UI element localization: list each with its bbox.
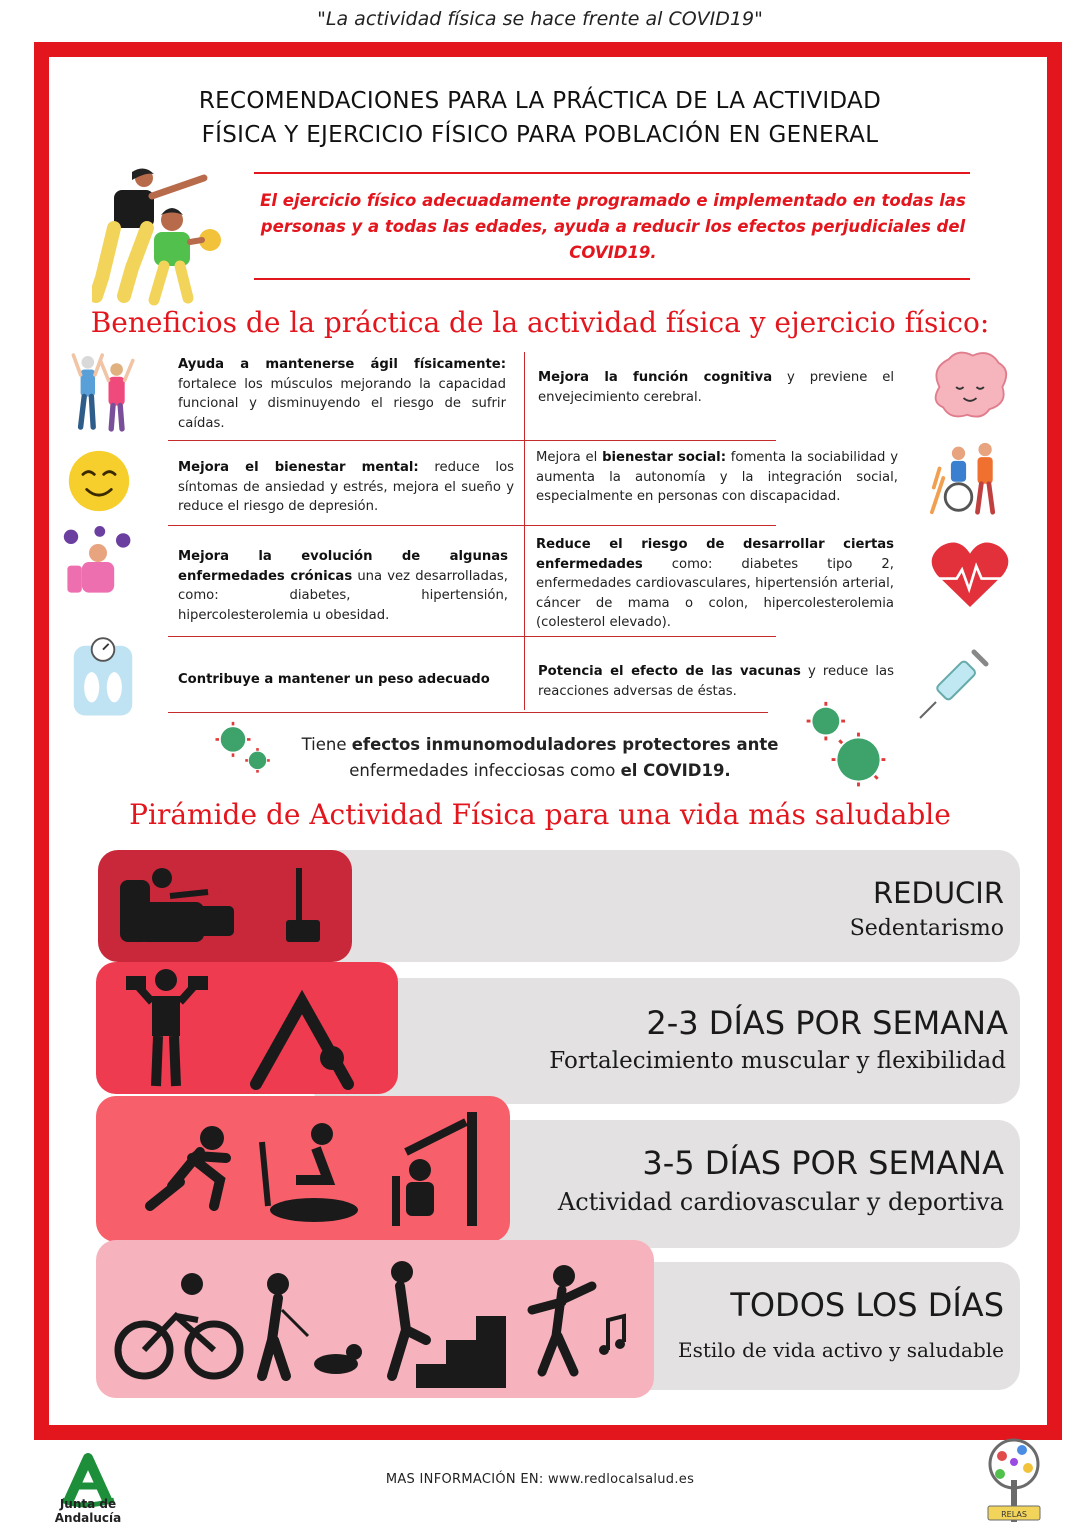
brain-icon xyxy=(928,350,1012,424)
benefit-left-3 xyxy=(178,547,508,625)
intro-text: El ejercicio físico adecuadamente programado e implementado en todas las personas y a todas las edades, ayuda a reducir los efectos perjudiciales del COVID19. xyxy=(260,191,966,262)
pyramid-band-3 xyxy=(420,1120,1020,1248)
social-icon xyxy=(930,440,1006,516)
benefit-right-2-text: fomenta la sociabilidad y aumenta la autonomía y la integración social, especialmente en personas con discapacidad. xyxy=(536,450,899,504)
virus-large-icon xyxy=(802,700,890,796)
benefit-right-2 xyxy=(536,448,898,507)
benefit-right-3-text: como: diabetes tipo 2, enfermedades cardiovasculares, hipertensión arterial, cáncer de mama o colon, hipercolesterolemia (colesterol elevado). xyxy=(536,556,894,630)
dumbbell-yoga-icon xyxy=(96,962,398,1094)
running-bike-climbing-icon xyxy=(96,1096,510,1242)
title-line-1: RECOMENDACIONES PARA LA PRÁCTICA DE LA ACTIVIDAD xyxy=(198,88,882,114)
top-quote: "La actividad física se hace frente al COVID19" xyxy=(317,8,763,30)
benefit-right-3 xyxy=(536,535,894,633)
chronic-disease-icon xyxy=(62,526,134,598)
relas-logo xyxy=(980,1436,1048,1524)
intro-top-line xyxy=(254,172,970,174)
level-3-box xyxy=(96,1096,510,1242)
adult-child-exercise-icon xyxy=(92,168,232,308)
benefit-right-4-text: y reduce las reacciones adversas de éstas. xyxy=(538,664,894,699)
heart-icon xyxy=(930,538,1010,612)
immuno-bold-1: efectos inmunomoduladores protectores ante xyxy=(351,735,779,754)
divider-row-2 xyxy=(168,525,776,526)
benefit-left-4 xyxy=(178,670,508,690)
divider-row-1 xyxy=(168,440,776,441)
benefit-right-4-bold: Potencia el efecto de las vacunas xyxy=(538,664,801,679)
relas-label: RELAS xyxy=(1001,1510,1027,1519)
benefit-right-4 xyxy=(538,662,894,701)
intro-bottom-line xyxy=(254,278,970,280)
pyramid-band-2 xyxy=(310,978,1020,1104)
benefit-right-1 xyxy=(538,368,894,407)
immuno-text: Tiene efectos inmunomoduladores protectores ante enfermedades infecciosas como el COVID19. xyxy=(301,735,779,780)
benefit-right-3-bold: Reduce el riesgo de desarrollar ciertas enfermedades xyxy=(536,537,894,572)
smiley-icon xyxy=(66,448,132,514)
level-2-box xyxy=(96,962,398,1094)
level-2-heading: 2-3 DÍAS POR SEMANA xyxy=(646,1004,1008,1042)
benefit-left-1-text: fortalece los músculos mejorando la capacidad funcional y disminuyendo el riesgo de sufrir caídas. xyxy=(178,376,506,431)
syringe-icon xyxy=(914,644,994,724)
level-1-box xyxy=(98,850,352,962)
level-3-heading: 3-5 DÍAS POR SEMANA xyxy=(642,1144,1004,1182)
divider-row-4 xyxy=(168,712,768,713)
divider-row-3 xyxy=(168,636,776,637)
level-4-heading: TODOS LOS DÍAS xyxy=(730,1286,1004,1324)
benefit-left-1-bold: Ayuda a mantenerse ágil físicamente: xyxy=(178,357,506,372)
immuno-bold-2: el COVID19. xyxy=(620,761,731,780)
benefit-left-3-bold: Mejora la evolución de algunas enfermedades crónicas xyxy=(178,549,508,584)
elderly-exercise-icon xyxy=(68,348,140,436)
level-4-sub: Estilo de vida activo y saludable xyxy=(677,1338,1004,1362)
pyramid-band-1 xyxy=(270,850,1020,962)
immuno-mid: enfermedades infecciosas como xyxy=(349,761,621,780)
benefit-right-1-bold: Mejora la función cognitiva xyxy=(538,370,773,385)
benefit-left-2-text: reduce los síntomas de ansiedad y estrés, mejora el sueño y reduce el riesgo de depresión. xyxy=(178,460,515,514)
level-1-heading: REDUCIR xyxy=(873,876,1004,910)
level-3-sub: Actividad cardiovascular y deportiva xyxy=(557,1188,1004,1216)
bike-walk-stairs-dance-icon xyxy=(96,1240,654,1398)
benefits-title: Beneficios de la práctica de la actividad física y ejercicio físico: xyxy=(90,306,990,339)
benefit-right-1-text: y previene el envejecimiento cerebral. xyxy=(538,370,895,405)
main-title xyxy=(0,84,1080,152)
divider-center xyxy=(524,352,525,710)
pyramid-title: Pirámide de Actividad Física para una vida más saludable xyxy=(129,798,951,831)
level-1-sub: Sedentarismo xyxy=(849,916,1004,941)
level-4-box xyxy=(96,1240,654,1398)
benefit-left-4-bold: Contribuye a mantener un peso adecuado xyxy=(178,672,490,687)
benefit-left-2 xyxy=(178,458,514,517)
more-info-link[interactable]: MAS INFORMACIÓN EN: www.redlocalsalud.es xyxy=(385,1472,695,1487)
benefit-left-2-bold: Mejora el bienestar mental: xyxy=(178,460,419,475)
benefit-left-1 xyxy=(178,355,506,433)
level-2-sub: Fortalecimiento muscular y flexibilidad xyxy=(549,1048,1006,1074)
virus-icon xyxy=(212,716,282,782)
title-line-2: FÍSICA Y EJERCICIO FÍSICO PARA POBLACIÓN EN GENERAL xyxy=(201,122,879,148)
benefit-right-2-bold: bienestar social: xyxy=(602,450,726,465)
junta-label: Junta de Andalucía xyxy=(54,1497,122,1525)
benefit-right-2-pre: Mejora el xyxy=(536,450,603,465)
scale-icon xyxy=(70,630,136,720)
armchair-tv-icon xyxy=(98,850,352,962)
benefit-left-3-text: una vez desarrolladas, como: diabetes, hipertensión, hipercolesterolemia u obesidad. xyxy=(178,568,508,623)
